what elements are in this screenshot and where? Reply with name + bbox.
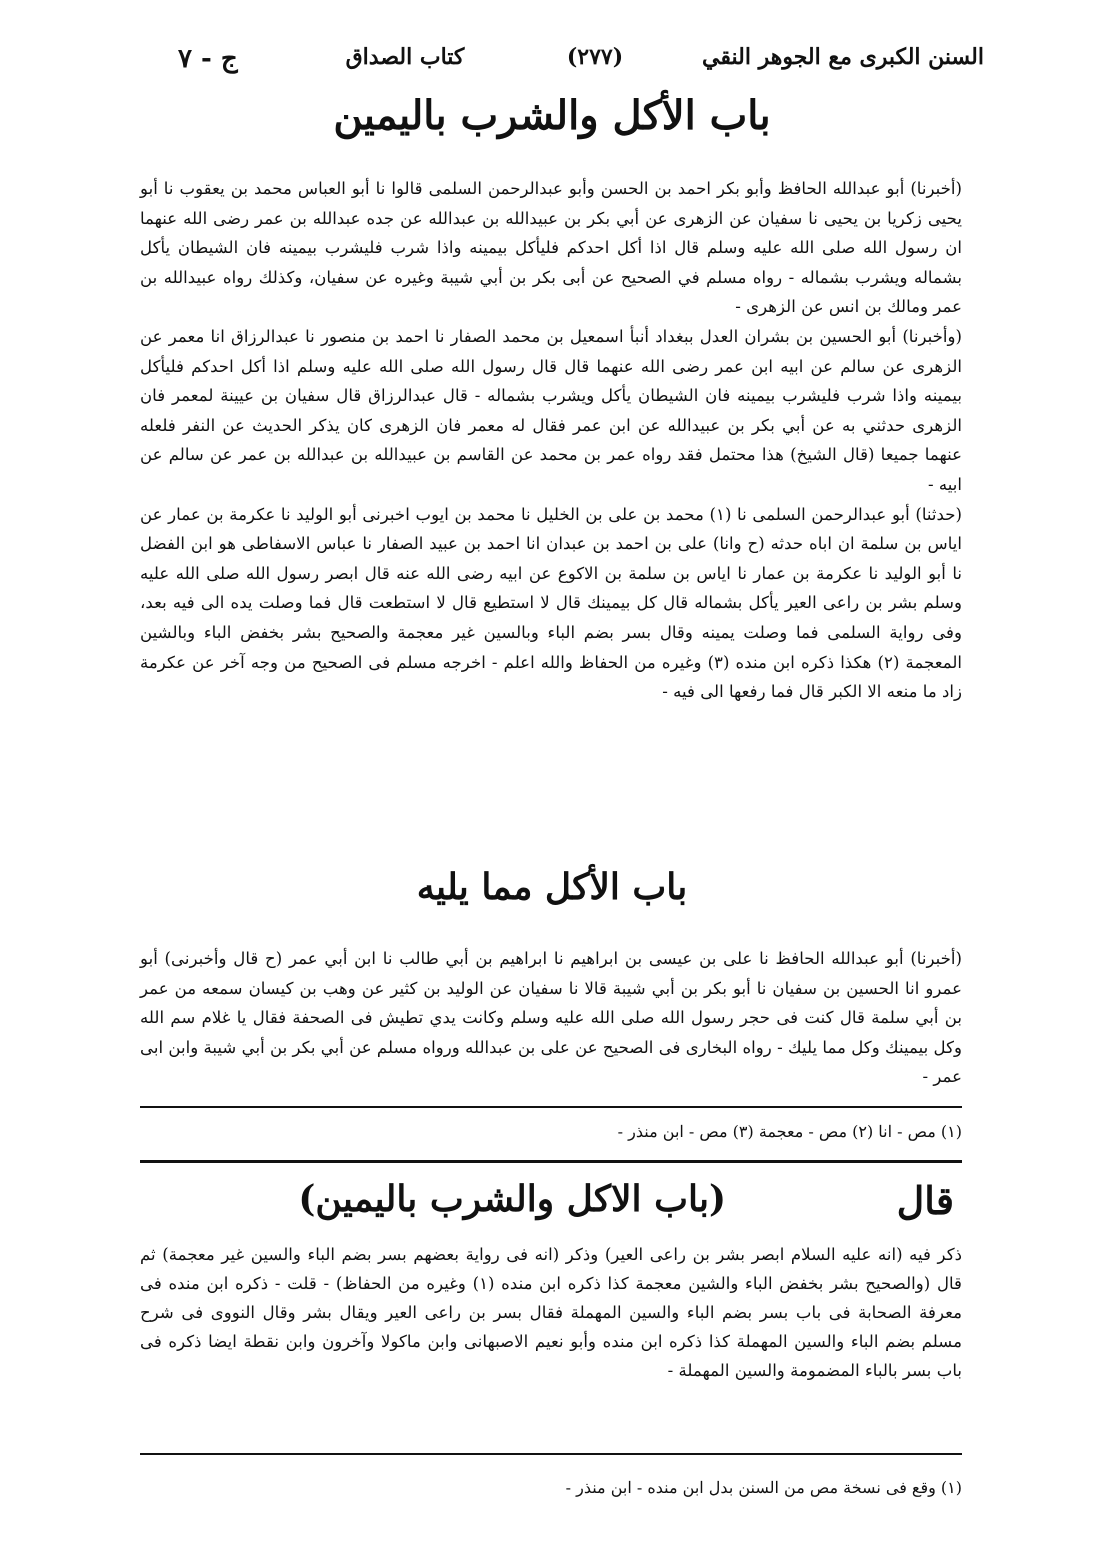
paragraph: (حدثنا) أبو عبدالرحمن السلمى نا (١) محمد بن على بن الخليل نا محمد بن ايوب اخبرنى أبو الوليد نا عكرمة بن عمار عن اياس بن سلمة ان اباه حدثه (ح وانا) على بن احمد بن عبدان انا احمد بن عبيد الصفار نا عباس الاسفاطى هو ابن الفضل نا أبو الوليد نا عكرمة بن عمار نا اياس بن سلمة بن الاكوع عن ابيه رضى الله عنه قال ابصر رسول الله صلى الله عليه وسلم بشر بن راعى العير يأكل بشماله قال كل بيمينك قال لا استطيع قال لا استطعت قال فما وصلت يده الى فيه بعد، وفى رواية السلمى فما وصلت يمينه وقال بسر بضم الباء وبالسين غير معجمة والصحيح بشر بخفض الباء وبالشين المعجمة (٢) هكذا ذكره ابن منده (٣) وغيره من الحفاظ والله اعلم - اخرجه مسلم فى الصحيح من وجه آخر عن عكرمة زاد ما منعه الا الكبر قال فما رفعها الى فيه - xyxy=(140,504,963,702)
paragraph: ذكر فيه (انه عليه السلام ابصر بشر بن راعى العير) وذكر (انه فى رواية بعضهم بسر بضم الباء والسين غير معجمة) ثم قال (والصحيح بشر بخفض الباء والشين معجمة كذا ذكره ابن منده (١) وغيره من الحفاظ) - قلت - ذكره ابن منده فى معرفة الصحابة فى باب بسر بضم الباء والسين المهملة فقال بسر بن راعى العير ويقال بشر وقال النووى فى شرح مسلم بضم الباء والسين المهملة كذا ذكره ابن منده وأبو نعيم الاصبهانى وابن ماكولا وآخرون وابن نقطة ايضا ذكره فى باب بسر بالباء المضمومة والسين المهملة - xyxy=(140,1245,962,1380)
footnote-divider xyxy=(140,1453,962,1455)
commentary-divider xyxy=(140,1160,962,1163)
footnote: (١) مص - انا (٢) مص - معجمة (٣) مص - ابن منذر - xyxy=(617,1122,962,1141)
page-number: (٢٧٧) xyxy=(566,44,624,70)
paragraph: (أخبرنا) أبو عبدالله الحافظ نا على بن عيسى بن ابراهيم نا ابراهيم بن أبي طالب نا ابن أبي عمر (ح قال وأخبرنى) أبو عمرو انا الحسين بن سفيان نا أبو بكر بن أبي شيبة قالا نا سفيان عن الوليد بن كثير عن وهب بن كيسان سمعه من عمر بن أبي سلمة قال كنت فى حجر رسول الله صلى الله عليه وسلم وكانت يدي تطيش فى الصحفة فقال يا غلام سم الله وكل بيمينك وكل مما يليك - رواه البخارى فى الصحيح عن على بن عبدالله ورواه مسلم عن أبي بكر بن أبي شيبة وابن ابى عمر - xyxy=(140,949,962,1087)
volume-number: ج - ٧ xyxy=(178,44,238,74)
section-body xyxy=(140,944,962,1092)
paragraph: (أخبرنا) أبو عبدالله الحافظ وأبو بكر احمد بن الحسن وأبو عبدالرحمن السلمى قالوا نا أبو العباس محمد بن يعقوب نا أبو يحيى زكريا بن يحيى نا سفيان عن الزهرى عن أبي بكر بن عبيدالله بن عبدالله عن جده عبدالله بن عمر رضى الله عنهما ان رسول الله صلى الله عليه وسلم قال اذا أكل احدكم فليأكل بيمينه واذا شرب فليشرب بيمينه فان الشيطان يأكل بشماله ويشرب بشماله - رواه مسلم في الصحيح عن أبى بكر بن أبي شيبة وغيره عن سفيان، وكذلك رواه عبيدالله بن عمر ومالك بن انس عن الزهرى - xyxy=(140,179,962,317)
footnote-divider xyxy=(140,1106,962,1108)
commentary-title: (باب الاكل والشرب باليمين) xyxy=(298,1178,726,1220)
commentary-body xyxy=(140,1240,962,1385)
running-header-book-title: السنن الكبرى مع الجوهر النقي xyxy=(702,44,984,70)
section-title: باب الأكل والشرب باليمين xyxy=(333,92,771,139)
commentary-qal: قال xyxy=(896,1178,954,1223)
running-header-chapter: كتاب الصداق xyxy=(345,44,465,70)
section-body xyxy=(140,174,962,707)
paragraph: (وأخبرنا) أبو الحسين بن بشران العدل ببغداد أنبأ اسمعيل بن محمد الصفار نا احمد بن منصور نا عبدالرزاق انا معمر عن الزهرى عن سالم عن ابيه ابن عمر رضى الله عنهما قال قال رسول الله صلى الله عليه وسلم اذا أكل احدكم فليأكل بيمينه واذا شرب فليشرب بيمينه فان الشيطان يأكل ويشرب بشماله - قال عبدالرزاق قال سفيان بن عيينة لمعمر فان الزهرى حدثني به عن أبي بكر بن عبيدالله عن ابن عمر فقال له معمر فان الزهرى كان يذكر الحديث عن النفر فلعله عنهما جميعا (قال الشيخ) هذا محتمل فقد رواه عمر بن محمد عن القاسم بن عبيدالله بن عبدالله بن عمر عن سالم عن ابيه - xyxy=(140,326,962,494)
footnote: (١) وقع فى نسخة مص من السنن بدل ابن منده - ابن منذر - xyxy=(565,1478,962,1497)
section-title: باب الأكل مما يليه xyxy=(416,866,688,908)
